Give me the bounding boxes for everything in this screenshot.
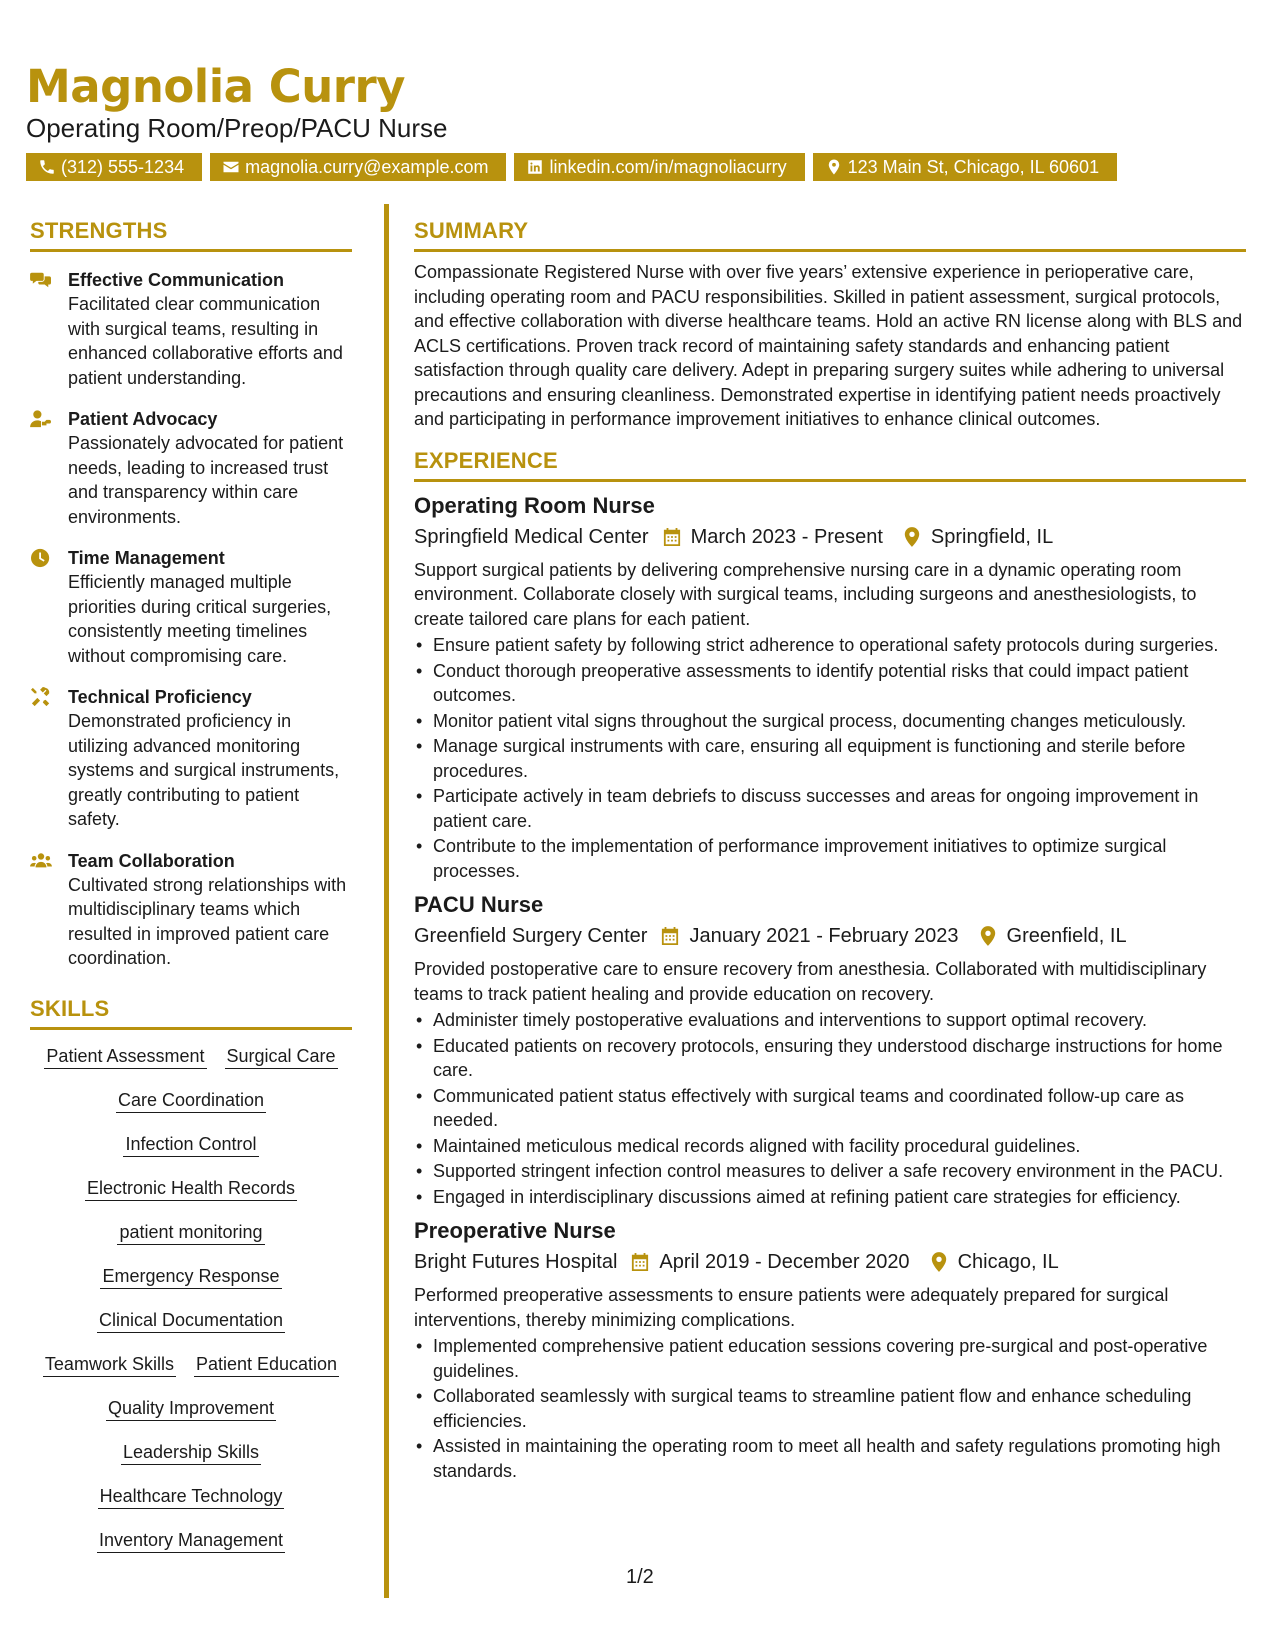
address-chip: [813, 153, 1118, 181]
phone-icon: [38, 158, 56, 176]
strength-item: [30, 268, 352, 390]
skill-tag: Patient Education: [194, 1352, 339, 1377]
skill-tag: Quality Improvement: [106, 1396, 276, 1421]
skill-tag: Inventory Management: [97, 1528, 285, 1553]
bullet-item: • Educated patients on recovery protocols, ensuring they understood discharge instructions for home care.: [414, 1034, 1246, 1083]
page-number: 1/2: [626, 1566, 654, 1588]
location-pin-icon: [903, 527, 921, 547]
address-text: 123 Main St, Chicago, IL 60601: [847, 156, 1100, 177]
bullet-item: • Maintained meticulous medical records aligned with facility procedural guidelines.: [414, 1134, 1246, 1159]
job-bullets: [414, 1008, 1246, 1209]
bullet-item: • Assisted in maintaining the operating room to meet all health and safety regulations promoting high standards.: [414, 1434, 1246, 1483]
skill-tag: Leadership Skills: [121, 1440, 261, 1465]
job-meta: [414, 1247, 1246, 1277]
strength-title: Team Collaboration: [68, 850, 235, 871]
linkedin-icon: [526, 158, 544, 176]
skill-tag: Patient Assessment: [44, 1044, 206, 1069]
bullet-item: • Collaborated seamlessly with surgical teams to streamline patient flow and enhance scheduling efficiencies.: [414, 1384, 1246, 1433]
skill-tag: Teamwork Skills: [43, 1352, 176, 1377]
strength-item: [30, 546, 352, 668]
calendar-icon: [663, 527, 681, 547]
summary-text: Compassionate Registered Nurse with over five years’ extensive experience in perioperative care, including operating room and PACU responsibilities. Skilled in patient assessment, surgical protocols, and effective collaboration with diverse healthcare teams. Hold an active RN license along with BLS and ACLS certifications. Proven track record of maintaining safety standards and enhancing patient satisfaction through quality care delivery. Adept in preparing surgery suites while adhering to universal precautions and ensuring cleanliness. Demonstrated expertise in identifying patient needs proactively and participating in performance improvement initiatives to enhance clinical outcomes.: [414, 262, 1243, 429]
calendar-icon: [631, 1252, 649, 1272]
bullet-item: • Supported stringent infection control measures to deliver a safe recovery environment in the PACU.: [414, 1159, 1246, 1184]
linkedin-chip[interactable]: [514, 153, 804, 181]
job-desc: Provided postoperative care to ensure recovery from anesthesia. Collaborated with multidisciplinary teams to track patient healing and provide education on recovery.: [414, 959, 1207, 1004]
clock-icon: [30, 546, 68, 668]
column-divider: [384, 204, 389, 1598]
job-title: PACU Nurse: [414, 892, 544, 917]
job-entry: [414, 492, 1246, 884]
left-column: [30, 218, 352, 1553]
calendar-icon: [661, 926, 679, 946]
contact-bar: [26, 153, 1117, 181]
job-meta: [414, 522, 1246, 552]
job-desc: Support surgical patients by delivering comprehensive nursing care in a dynamic operating room environment. Collaborate closely with surgical teams, including surgeons and anesthesiologists, to create tailored care plans for each patient.: [414, 559, 1197, 629]
job-title: Preoperative Nurse: [414, 1218, 616, 1243]
skills-heading: SKILLS: [30, 996, 352, 1030]
linkedin-text: linkedin.com/in/magnoliacurry: [549, 156, 787, 177]
candidate-name: Magnolia Curry: [26, 60, 405, 113]
job-entry: [414, 891, 1246, 1209]
job-location: Chicago, IL: [957, 1251, 1059, 1273]
bullet-item: • Ensure patient safety by following strict adherence to operational safety protocols during surgeries.: [414, 633, 1246, 658]
strength-desc: Cultivated strong relationships with multidisciplinary teams which resulted in improved patient care coordination.: [68, 874, 347, 968]
job-company: Bright Futures Hospital: [414, 1251, 618, 1273]
strength-title: Time Management: [68, 548, 225, 568]
job-bullets: [414, 1334, 1246, 1483]
job-dates: March 2023 - Present: [690, 525, 883, 548]
bullet-item: • Implemented comprehensive patient education sessions covering pre-surgical and post-operative guidelines.: [414, 1334, 1246, 1383]
strength-desc: Demonstrated proficiency in utilizing advanced monitoring systems and surgical instruments, greatly contributing to patient safety.: [68, 711, 340, 829]
bullet-item: • Contribute to the implementation of performance improvement initiatives to optimize surgical processes.: [414, 834, 1246, 883]
strength-title: Patient Advocacy: [68, 409, 218, 429]
skill-tag: patient monitoring: [117, 1220, 264, 1245]
email-chip[interactable]: [210, 153, 506, 181]
skill-tag: Care Coordination: [116, 1088, 266, 1113]
envelope-icon: [222, 158, 240, 176]
strengths-list: [30, 268, 352, 971]
job-location: Springfield, IL: [930, 525, 1054, 548]
strength-desc: Efficiently managed multiple priorities during critical surgeries, consistently meeting timelines without compromising care.: [68, 572, 332, 666]
summary-heading: SUMMARY: [414, 218, 1246, 252]
strength-item: [30, 407, 352, 529]
skill-tag: Emergency Response: [100, 1264, 281, 1289]
right-column: [414, 218, 1246, 1484]
chat-bubbles-icon: [30, 268, 68, 390]
skill-tag: Clinical Documentation: [97, 1308, 285, 1333]
job-dates: January 2021 - February 2023: [689, 925, 959, 947]
location-pin-icon: [979, 926, 997, 946]
strength-title: Effective Communication: [68, 270, 285, 290]
skill-tag: Electronic Health Records: [85, 1176, 297, 1201]
skill-tag: Infection Control: [123, 1132, 258, 1157]
bullet-item: • Engaged in interdisciplinary discussions aimed at refining patient care strategies for efficiency.: [414, 1185, 1246, 1210]
job-dates: April 2019 - December 2020: [659, 1251, 910, 1273]
tools-icon: [30, 685, 68, 832]
bullet-item: • Administer timely postoperative evaluations and interventions to support optimal recovery.: [414, 1008, 1246, 1033]
skill-tag: Healthcare Technology: [98, 1484, 285, 1509]
strengths-heading: STRENGTHS: [30, 218, 352, 252]
bullet-item: • Monitor patient vital signs throughout the surgical process, documenting changes meticulously.: [414, 709, 1246, 734]
job-company: Greenfield Surgery Center: [414, 925, 648, 947]
candidate-headline: Operating Room/Preop/PACU Nurse: [26, 113, 448, 143]
bullet-item: • Participate actively in team debriefs to discuss successes and areas for ongoing improvement in patient care.: [414, 784, 1246, 833]
job-company: Springfield Medical Center: [414, 525, 649, 548]
job-entry: [414, 1217, 1246, 1483]
user-hand-icon: [30, 407, 68, 529]
email-text: magnolia.curry@example.com: [245, 156, 489, 177]
strength-desc: Passionately advocated for patient needs, leading to increased trust and transparency within care environments.: [68, 433, 344, 527]
location-pin-icon: [825, 158, 843, 176]
job-desc: Performed preoperative assessments to ensure patients were adequately prepared for surgical interventions, thereby minimizing complications.: [414, 1285, 1169, 1330]
strength-title: Technical Proficiency: [68, 687, 252, 707]
bullet-item: • Communicated patient status effectively with surgical teams and coordinated follow-up care as needed.: [414, 1084, 1246, 1133]
strength-item: [30, 685, 352, 832]
bullet-item: • Conduct thorough preoperative assessments to identify potential risks that could impact patient outcomes.: [414, 659, 1246, 708]
bullet-item: • Manage surgical instruments with care, ensuring all equipment is functioning and sterile before procedures.: [414, 734, 1246, 783]
job-location: Greenfield, IL: [1006, 925, 1127, 947]
phone-text: (312) 555-1234: [61, 156, 185, 177]
strength-desc: Facilitated clear communication with surgical teams, resulting in enhanced collaborative efforts and patient understanding.: [68, 294, 343, 388]
location-pin-icon: [930, 1252, 948, 1272]
skill-tag: Surgical Care: [225, 1044, 338, 1069]
phone-chip[interactable]: [26, 153, 202, 181]
job-title: Operating Room Nurse: [414, 492, 655, 518]
job-bullets: [414, 633, 1246, 883]
job-meta: [414, 921, 1246, 951]
users-icon: [30, 849, 68, 971]
strength-item: [30, 849, 352, 971]
skills-list: [30, 1044, 352, 1553]
experience-heading: EXPERIENCE: [414, 448, 1246, 482]
